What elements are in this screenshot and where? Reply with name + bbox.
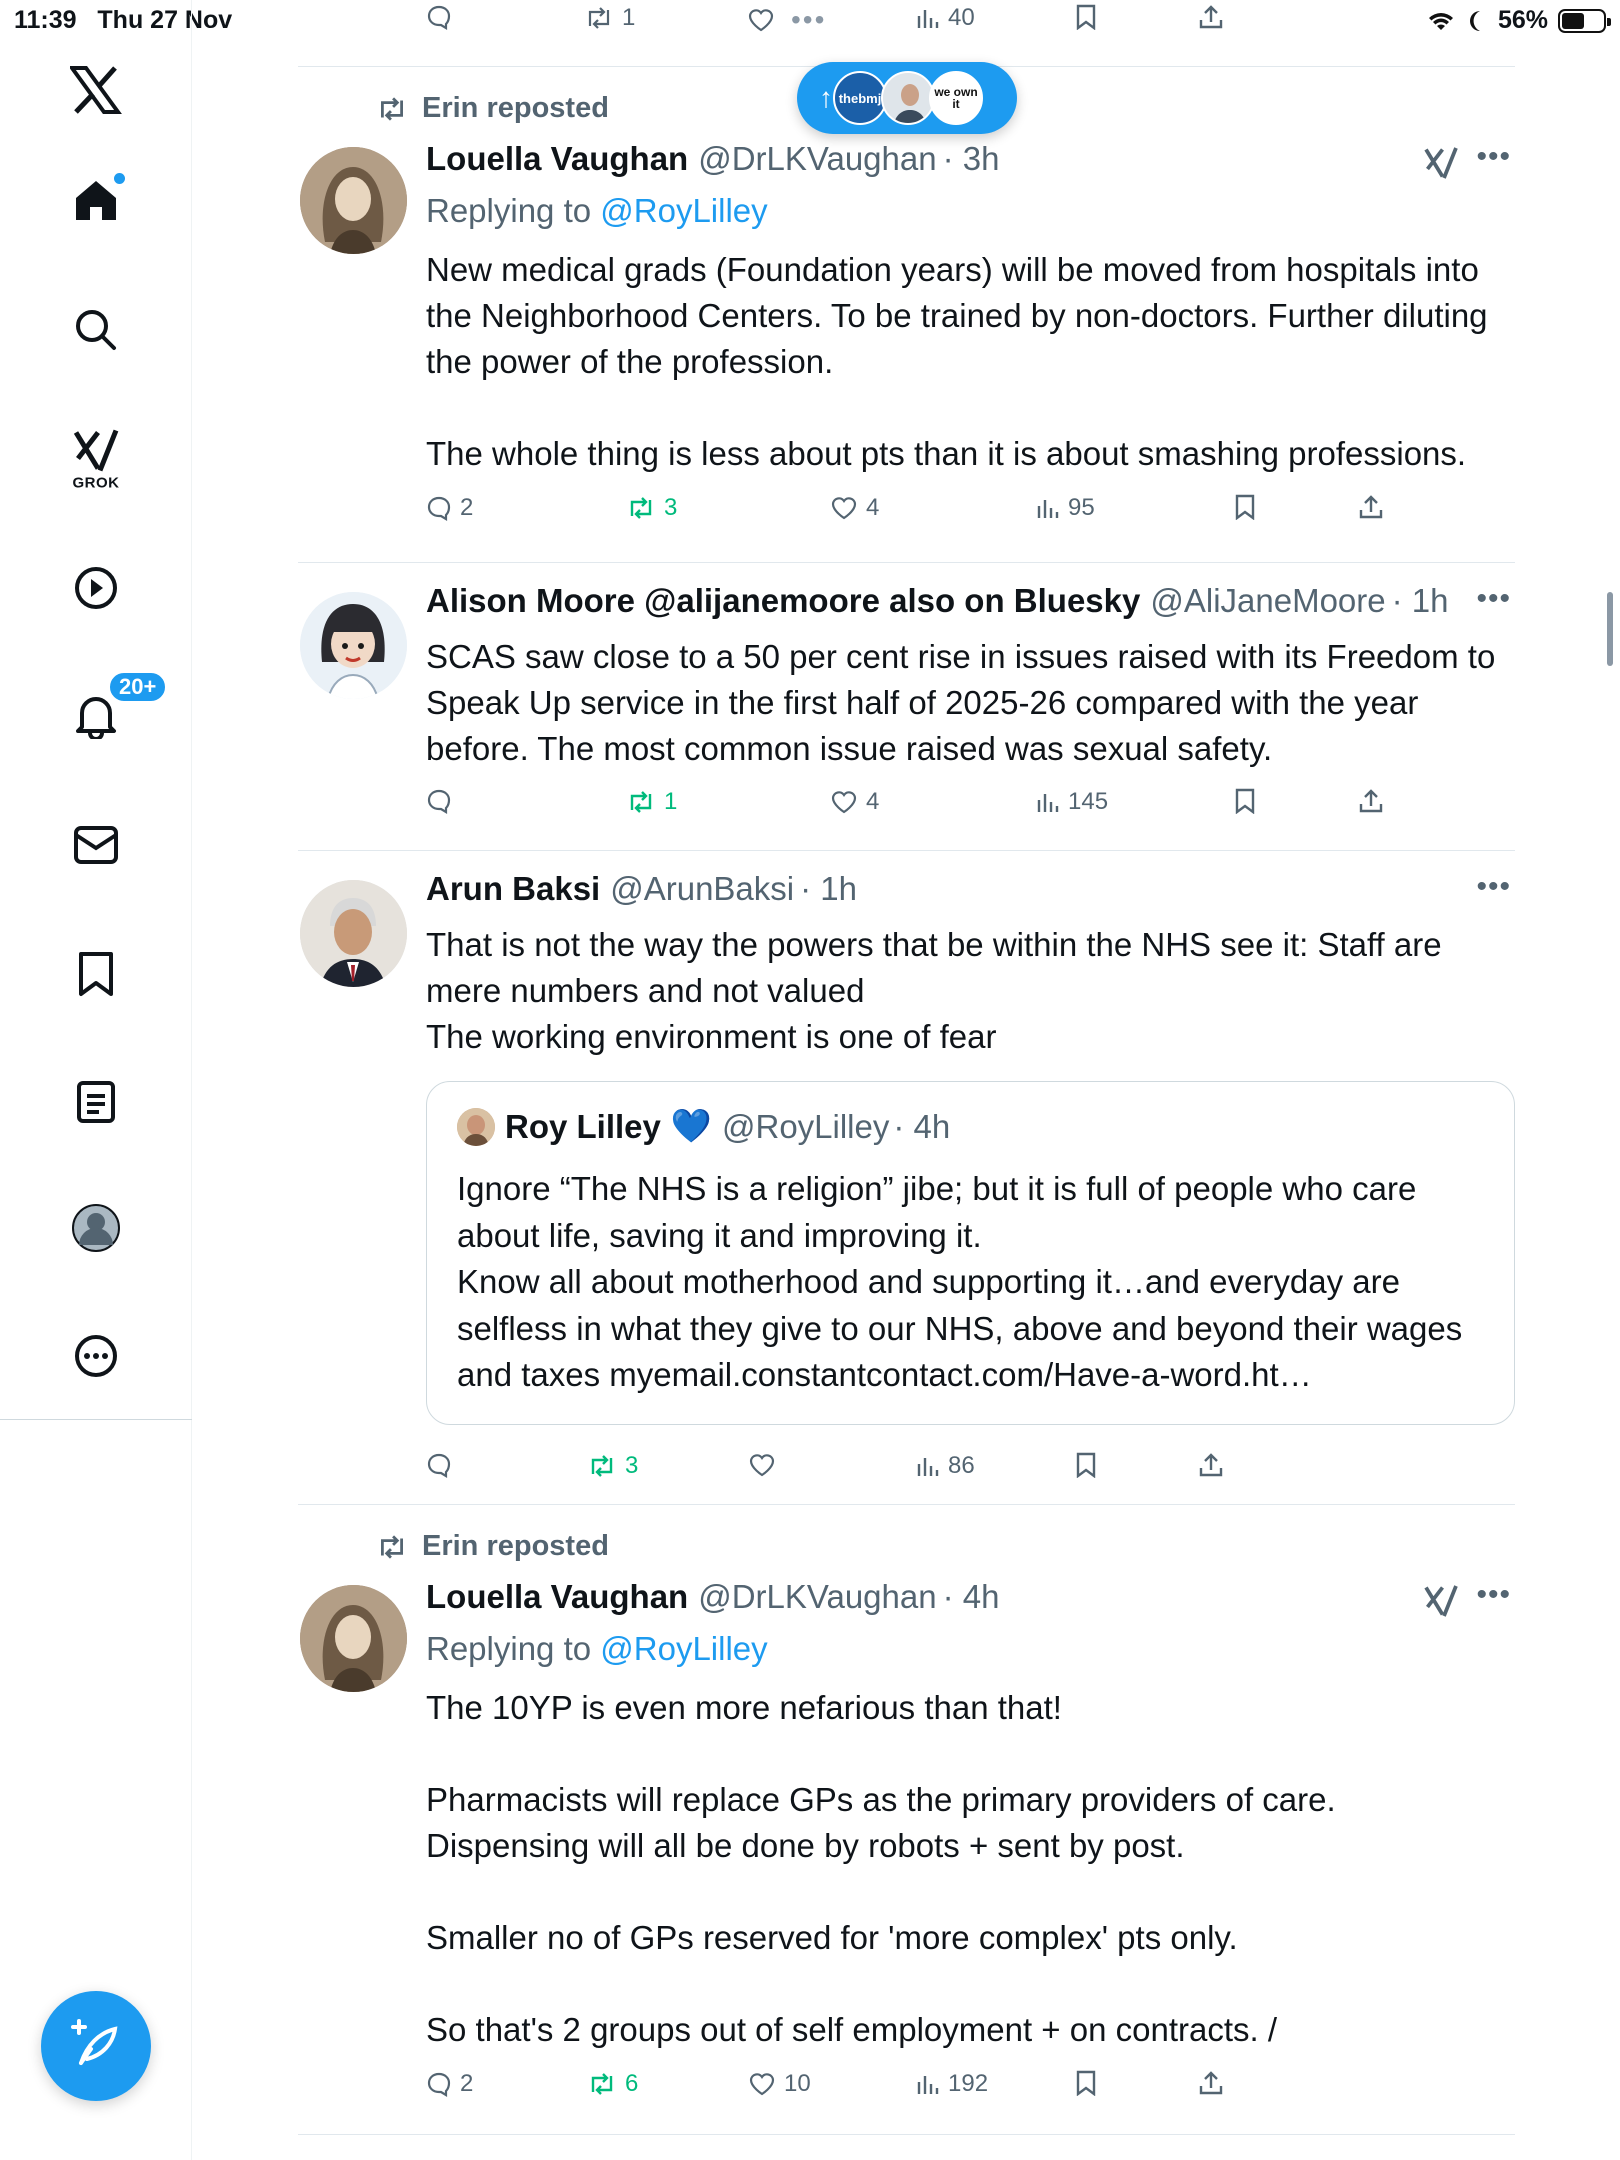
repost-context: Erin reposted [376,1530,609,1563]
post-text: The 10YP is even more nefarious than that! Pharmacists will replace GPs as the primary providers of care. Dispensing will all be done by robots + sent by post. Smaller no of GPs reserved for 'more complex' pts only. So that's 2 groups out of self employment + on contracts. / [426,1689,1336,2048]
share-icon [1358,494,1384,520]
tweet[interactable] [298,66,1515,562]
reply-button[interactable] [426,1452,460,1478]
bookmark-button[interactable] [1234,788,1256,814]
more-options-icon[interactable]: ••• [1476,870,1511,903]
quote-time: · 4h [893,1107,951,1145]
repost-button[interactable]: 6 [587,2070,638,2098]
tweet[interactable] [298,562,1515,850]
bookmark-icon [1075,4,1097,30]
repost-button[interactable]: 1 [626,788,677,816]
sidebar-divider [0,1419,192,1420]
quoted-tweet[interactable] [426,1081,1515,1425]
post-text: SCAS saw close to a 50 per cent rise in issues raised with its Freedom to Speak Up service in the first half of 2025-26 compared with the year before. The most common issue raised was sexual safety. [426,638,1496,767]
like-button[interactable]: 4 [830,494,879,522]
reply-icon [426,495,452,521]
repost-icon [587,1454,617,1478]
repost-icon [626,496,656,520]
author-name[interactable]: Louella Vaughan [426,140,689,177]
tweet[interactable] [298,850,1515,1504]
quote-author-name: Roy Lilley [505,1107,661,1145]
author-handle[interactable]: @ArunBaksi [610,870,795,907]
compose-feather-icon [69,2019,123,2073]
share-button[interactable] [1198,1452,1224,1478]
reply-button[interactable]: 2 [426,2070,473,2098]
like-button[interactable] [748,1452,784,1478]
author-handle[interactable]: @DrLKVaughan [698,1578,937,1615]
post-time[interactable]: · 1h [800,870,857,907]
post-actions [298,788,1515,828]
avatar[interactable] [300,592,407,699]
sidebar-item-videos[interactable] [73,565,119,611]
repost-icon [626,790,656,814]
pill-avatar-we-own-it: we own it [929,71,983,125]
sidebar-item-profile[interactable] [71,1203,121,1253]
repost-button[interactable]: 1 [584,4,635,32]
sidebar-item-notifications[interactable] [74,674,157,739]
new-posts-pill[interactable] [797,62,1017,134]
share-button[interactable] [1358,494,1384,520]
scrollbar[interactable] [1607,592,1613,666]
more-options-icon[interactable]: ••• [1476,140,1511,173]
sidebar-item-grok[interactable] [72,429,120,492]
home-icon [73,177,119,223]
post-actions [298,494,1515,534]
notification-badge: 20+ [108,671,167,703]
repost-icon [376,96,408,122]
heart-icon [748,2071,776,2097]
quote-author-handle: @RoyLilley [721,1107,890,1145]
share-button[interactable] [1358,788,1384,814]
bookmark-icon [1234,494,1256,520]
views-icon [916,2072,940,2096]
bookmark-icon [1075,1452,1097,1478]
post-time[interactable]: · 4h [942,1578,1000,1615]
repost-icon [584,6,614,30]
post-time[interactable]: · 1h [1391,582,1449,619]
share-icon [1198,1452,1224,1478]
views-button[interactable]: 95 [1036,494,1095,522]
views-button[interactable]: 145 [1036,788,1108,816]
pill-avatar-bmj: thebmj [833,71,887,125]
pill-avatar-person [881,71,935,125]
compose-button[interactable] [41,1991,151,2101]
like-button[interactable] [747,4,826,36]
repost-icon [587,2072,617,2096]
views-button[interactable]: 86 [916,1452,975,1480]
views-icon [1036,790,1060,814]
views-icon [916,6,940,30]
bookmark-icon [1075,2070,1097,2096]
arrow-up-icon: ↑ [819,82,833,113]
post-text: New medical grads (Foundation years) will be moved from hospitals into the Neighborhood Centers. To be trained by non-doctors. Further diluting the power of the profession. The whole thing is less about pts than it is about smashing professions. [426,251,1488,472]
play-icon [73,565,119,611]
heart-icon [830,495,858,521]
home-notification-dot [114,173,125,184]
avatar[interactable] [300,880,407,987]
sidebar-item-explore[interactable] [74,308,118,352]
post-text: That is not the way the powers that be within the NHS see it: Staff are mere numbers and not valued The working environment is one of fear [426,926,1442,1055]
sidebar-item-bookmarks[interactable] [77,951,115,997]
avatar[interactable] [300,147,407,254]
bookmark-button[interactable] [1234,494,1256,520]
battery-icon [1558,9,1606,33]
author-handle[interactable]: @DrLKVaughan [698,140,937,177]
bookmark-button[interactable] [1075,2070,1097,2096]
post-actions [298,4,1515,44]
share-button[interactable] [1198,2070,1224,2096]
avatar[interactable] [300,1585,407,1692]
reply-button[interactable] [426,4,460,30]
reply-button[interactable] [426,788,460,814]
bell-icon [74,674,157,739]
grok-icon [72,429,120,473]
sidebar-item-messages[interactable] [73,825,119,865]
x-logo-icon[interactable] [70,66,122,114]
battery-fill [1562,13,1584,29]
heart-icon [830,789,858,815]
mail-icon [73,825,119,865]
repost-icon [376,1534,408,1560]
post-actions [298,2070,1515,2110]
bookmark-icon [77,951,115,997]
profile-icon [71,1203,121,1253]
reply-icon [426,1452,452,1478]
reply-mention-link[interactable]: @RoyLilley [600,1630,768,1667]
repost-button[interactable]: 3 [626,494,677,522]
views-icon [916,1454,940,1478]
post-time[interactable]: · 3h [942,140,1000,177]
reply-mention-link[interactable]: @RoyLilley [600,192,768,229]
more-options-icon[interactable]: ••• [1476,1578,1511,1611]
heart-icon [748,1452,776,1478]
grok-icon[interactable] [1423,1584,1459,1618]
author-handle[interactable]: @AliJaneMoore [1150,582,1386,619]
more-circle-icon [73,1333,119,1379]
share-icon [1358,788,1384,814]
quote-avatar [457,1108,495,1146]
reply-button[interactable]: 2 [426,494,473,522]
replying-to: Replying to @RoyLilley [426,1630,768,1667]
blue-heart-emoji: 💙 [670,1107,712,1144]
grok-icon[interactable] [1423,146,1459,180]
grok-label: GROK [72,474,120,492]
replying-to: Replying to @RoyLilley [426,192,768,229]
share-icon [1198,2070,1224,2096]
reply-icon [426,2071,452,2097]
loading-dots-icon: ••• [791,4,827,35]
sidebar [0,0,192,2160]
author-name[interactable]: Alison Moore @alijanemoore also on Bluesky [426,582,1141,619]
share-button[interactable] [1198,4,1224,30]
quote-text: Ignore “The NHS is a religion” jibe; but it is full of people who care about life, saving it and improving it. Know all about motherhood and supporting it…and everyday are selfless in what they give to our NHS, above and beyond their wages and taxes myemail.constantcontact.com/Have-a-word.ht… [457,1170,1463,1393]
post-divider [298,2134,1515,2135]
bookmark-button[interactable] [1075,4,1097,30]
list-icon [76,1080,116,1124]
reply-icon [426,788,452,814]
sidebar-item-home[interactable] [73,177,119,223]
tweet[interactable] [298,1504,1515,2134]
views-button[interactable]: 192 [916,2070,988,2098]
status-date: Thu 27 Nov [97,6,233,34]
repost-button[interactable]: 3 [587,1452,638,1480]
like-button[interactable]: 10 [748,2070,811,2098]
bookmark-icon [1234,788,1256,814]
views-button[interactable]: 40 [916,4,975,32]
author-name[interactable]: Louella Vaughan [426,1578,689,1615]
reply-icon [426,4,452,30]
more-options-icon[interactable]: ••• [1476,582,1511,615]
bookmark-button[interactable] [1075,1452,1097,1478]
heart-icon [747,7,775,33]
views-icon [1036,496,1060,520]
status-time: 11:39 Thu 27 Nov [14,6,233,34]
post-actions [298,1452,1515,1492]
battery-percent: 56% [1497,6,1548,34]
repost-context: Erin reposted [376,92,609,125]
like-button[interactable]: 4 [830,788,879,816]
search-icon [74,308,118,352]
sidebar-item-more[interactable] [73,1333,119,1379]
sidebar-item-lists[interactable] [76,1080,116,1124]
share-icon [1198,4,1224,30]
author-name[interactable]: Arun Baksi [426,870,601,907]
